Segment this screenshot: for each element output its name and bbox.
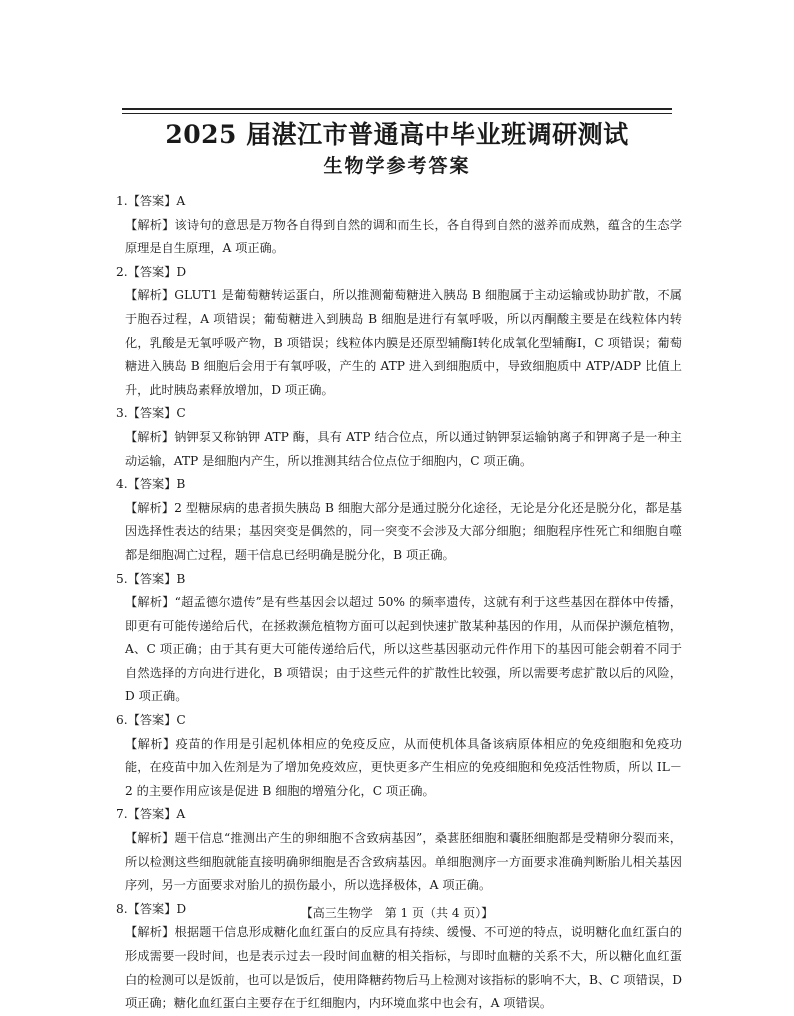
question-item [116, 261, 682, 403]
question-answer: 7.【答案】A [116, 807, 186, 822]
question-item [116, 709, 682, 803]
question-answer: 3.【答案】C [116, 406, 186, 421]
question-answer: 1.【答案】A [116, 194, 186, 208]
question-analysis: 【解析】钠钾泵又称钠钾 ATP 酶，具有 ATP 结合位点，所以通过钠钾泵运输钠离子和钾离子是一种主动运输，ATP 是细胞内产生，所以推测其结合位点位于细胞内，C 项正确。 [125, 429, 682, 468]
question-analysis: 【解析】题干信息“推测出产生的卵细胞不含致病基因”，桑葚胚细胞和囊胚细胞都是受精卵分裂而来，所以检测这些细胞就能直接明确卵细胞是否含致病基因。单细胞测序一方面要求准确判断胎儿相关基因序列，另一方面要求对胎儿的损伤最小，所以选择极体，A 项正确。 [125, 831, 682, 893]
question-item [116, 568, 682, 710]
header-rule-thin [122, 113, 672, 114]
question-analysis: 【解析】“超孟德尔遗传”是有些基因会以超过 50% 的频率遗传，这就有利于这些基因在群体中传播，即更有可能传递给后代，在拯救濒危植物方面可以起到快速扩散某种基因的作用，从而保护濒危植物，A、C 项正确；由于其有更大可能传递给后代，所以这些基因驱动元件作用下的基因可能会朝着不同于自然选择的方向进行进化，B 项错误；由于这些元件的扩散性比较强，所以需要考虑扩散以后的风险，D 项正确。 [125, 595, 682, 704]
question-item [116, 190, 682, 261]
page-footer: 【高三生物学 第 1 页（共 4 页）】 [300, 906, 494, 920]
question-analysis: 【解析】该诗句的意思是万物各自得到自然的调和而生长，各自得到自然的滋养而成熟，蕴含的生态学原理是自生原理，A 项正确。 [125, 217, 682, 256]
question-answer: 4.【答案】B [116, 477, 186, 492]
question-analysis: 【解析】根据题干信息形成糖化血红蛋白的反应具有持续、缓慢、不可逆的特点，说明糖化血红蛋白的形成需要一段时间，也是表示过去一段时间血糖的相关指标，与即时血糖的关系不大，所以糖化血红蛋白的检测可以是饭前，也可以是饭后，使用降糖药物后马上检测对该指标的影响不大，B、C 项错误，D 项正确；糖化血红蛋白主要存在于红细胞内，内环境血浆中也会有，A 项错误。 [125, 925, 682, 1011]
question-item [116, 402, 682, 473]
header-rule [122, 108, 672, 110]
question-analysis: 【解析】GLUT1 是葡萄糖转运蛋白，所以推测葡萄糖进入胰岛 B 细胞属于主动运输或协助扩散，不属于胞吞过程，A 项错误；葡萄糖进入到胰岛 B 细胞是进行有氧呼吸，所以丙酮酸主要是在线粒体内转化，乳酸是无氧呼吸产物，B 项错误；线粒体内膜是还原型辅酶Ⅰ转化成氧化型辅酶Ⅰ，C 项错误；葡萄糖进入胰岛 B 细胞后会用于有氧呼吸，产生的 ATP 进入到细胞质中，导致细胞质中 ATP/ADP 比值上升，此时胰岛素释放增加，D 项正确。 [125, 288, 682, 397]
question-answer: 5.【答案】B [116, 571, 186, 586]
question-item [116, 803, 682, 897]
question-answer: 2.【答案】D [116, 264, 187, 279]
page-title: 2025 届湛江市普通高中毕业班调研测试 [165, 120, 629, 149]
question-answer: 8.【答案】D [116, 901, 187, 916]
answer-list [116, 190, 682, 1016]
question-analysis: 【解析】疫苗的作用是引起机体相应的免疫反应，从而使机体具备该病原体相应的免疫细胞和免疫功能，在疫苗中加入佐剂是为了增加免疫效应，更快更多产生相应的免疫细胞和免疫活性物质，所以 IL－2 的主要作用应该是促进 B 细胞的增殖分化，C 项正确。 [125, 736, 682, 798]
question-answer: 6.【答案】C [116, 713, 186, 728]
question-analysis: 【解析】2 型糖尿病的患者损失胰岛 B 细胞大部分是通过脱分化途径，无论是分化还是脱分化，都是基因选择性表达的结果；基因突变是偶然的，同一突变不会涉及大部分细胞；细胞程序性死亡和细胞自噬都是细胞凋亡过程，题干信息已经明确是脱分化，B 项正确。 [125, 500, 682, 562]
page-subtitle: 生物学参考答案 [323, 155, 471, 177]
question-item [116, 473, 682, 567]
